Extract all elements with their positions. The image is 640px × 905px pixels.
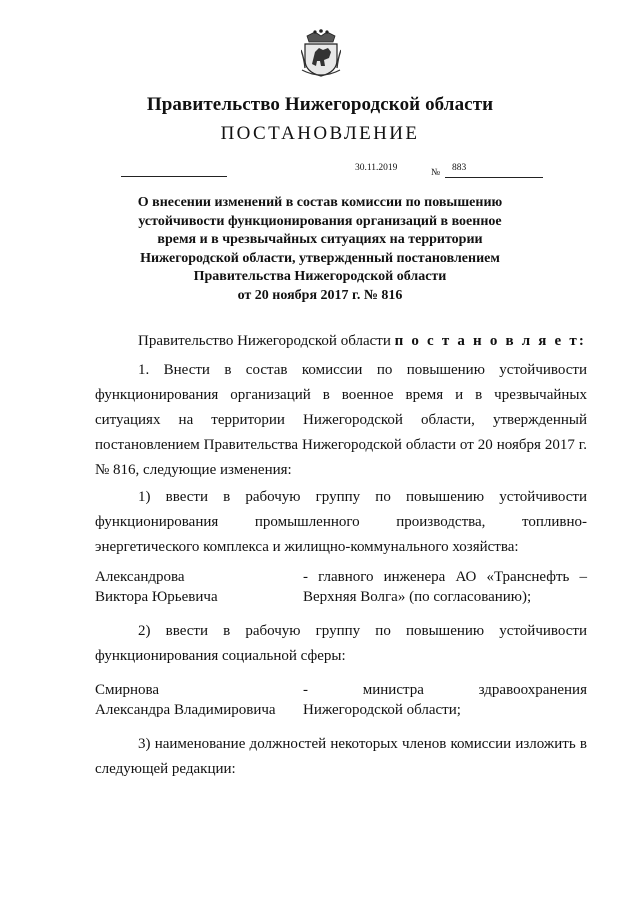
role-dash: -	[303, 682, 308, 698]
item-1-paragraph	[95, 358, 587, 483]
item-1-2-text: 2) ввести в рабочую группу по повышению устойчивости функционирования социальной сферы:	[95, 623, 587, 664]
subject-line: устойчивости функционирования организаций в военное	[138, 213, 502, 229]
document-type: ПОСТАНОВЛЕНИЕ	[220, 123, 420, 144]
preamble-paragraph	[95, 329, 587, 354]
subject-line: О внесении изменений в состав комиссии по повышению	[137, 195, 503, 210]
item-1-1-paragraph	[95, 485, 587, 560]
number-underline	[445, 177, 543, 178]
document-subject	[120, 194, 520, 306]
item-1-3-paragraph	[95, 732, 587, 782]
left-blank-line	[121, 176, 227, 177]
person-role-block	[303, 680, 587, 720]
person-role-block	[303, 567, 587, 607]
person-surname: Александрова	[95, 569, 185, 585]
person-first-name: Виктора Юрьевича	[95, 589, 218, 605]
person-surname: Смирнова	[95, 682, 160, 698]
subject-line: время и в чрезвычайных ситуациях на территории	[157, 232, 483, 248]
role-line: - главного инженера АО «Транснефть –	[303, 569, 587, 585]
subject-line: Правительства Нижегородской области	[193, 269, 447, 285]
person-first-name: Александра Владимировича	[95, 702, 276, 718]
item-1-1-text: 1) ввести в рабочую группу по повышению устойчивости функционирования промышленного производства, топливно-энергетического комплекса и жилищно-коммунального хозяйства:	[95, 489, 587, 555]
coat-of-arms-emblem	[301, 28, 341, 78]
item-1-2-paragraph	[95, 619, 587, 669]
preamble-text: Правительство Нижегородской области	[138, 333, 391, 349]
person-name-block	[95, 680, 276, 720]
subject-line: от 20 ноября 2017 г. № 816	[237, 287, 403, 303]
role-word: здравоохранения	[478, 682, 587, 698]
role-line: Нижегородской области;	[303, 702, 461, 718]
number-sign: №	[431, 168, 441, 178]
preamble-decree-word: п о с т а н о в л я е т:	[394, 333, 587, 349]
document-date: 30.11.2019	[355, 163, 398, 173]
document-number: 883	[452, 163, 467, 173]
person-name-block	[95, 567, 218, 607]
subject-line: Нижегородской области, утвержденный постановлением	[140, 250, 500, 266]
item-1-3-text: 3) наименование должностей некоторых членов комиссии изложить в следующей редакции:	[95, 736, 587, 777]
role-line: Верхняя Волга» (по согласованию);	[303, 589, 532, 605]
item-1-text: 1. Внести в состав комиссии по повышению устойчивости функционирования организаций в военное время и в чрезвычайных ситуациях на территории Нижегородской области, утвержденный постановлением Правительства Нижегородской области от 20 ноября 2017 г. № 816, следующие изменения:	[95, 362, 587, 478]
role-first-line	[303, 680, 587, 700]
role-word: министра	[362, 682, 424, 698]
government-title: Правительство Нижегородской области	[146, 94, 494, 115]
